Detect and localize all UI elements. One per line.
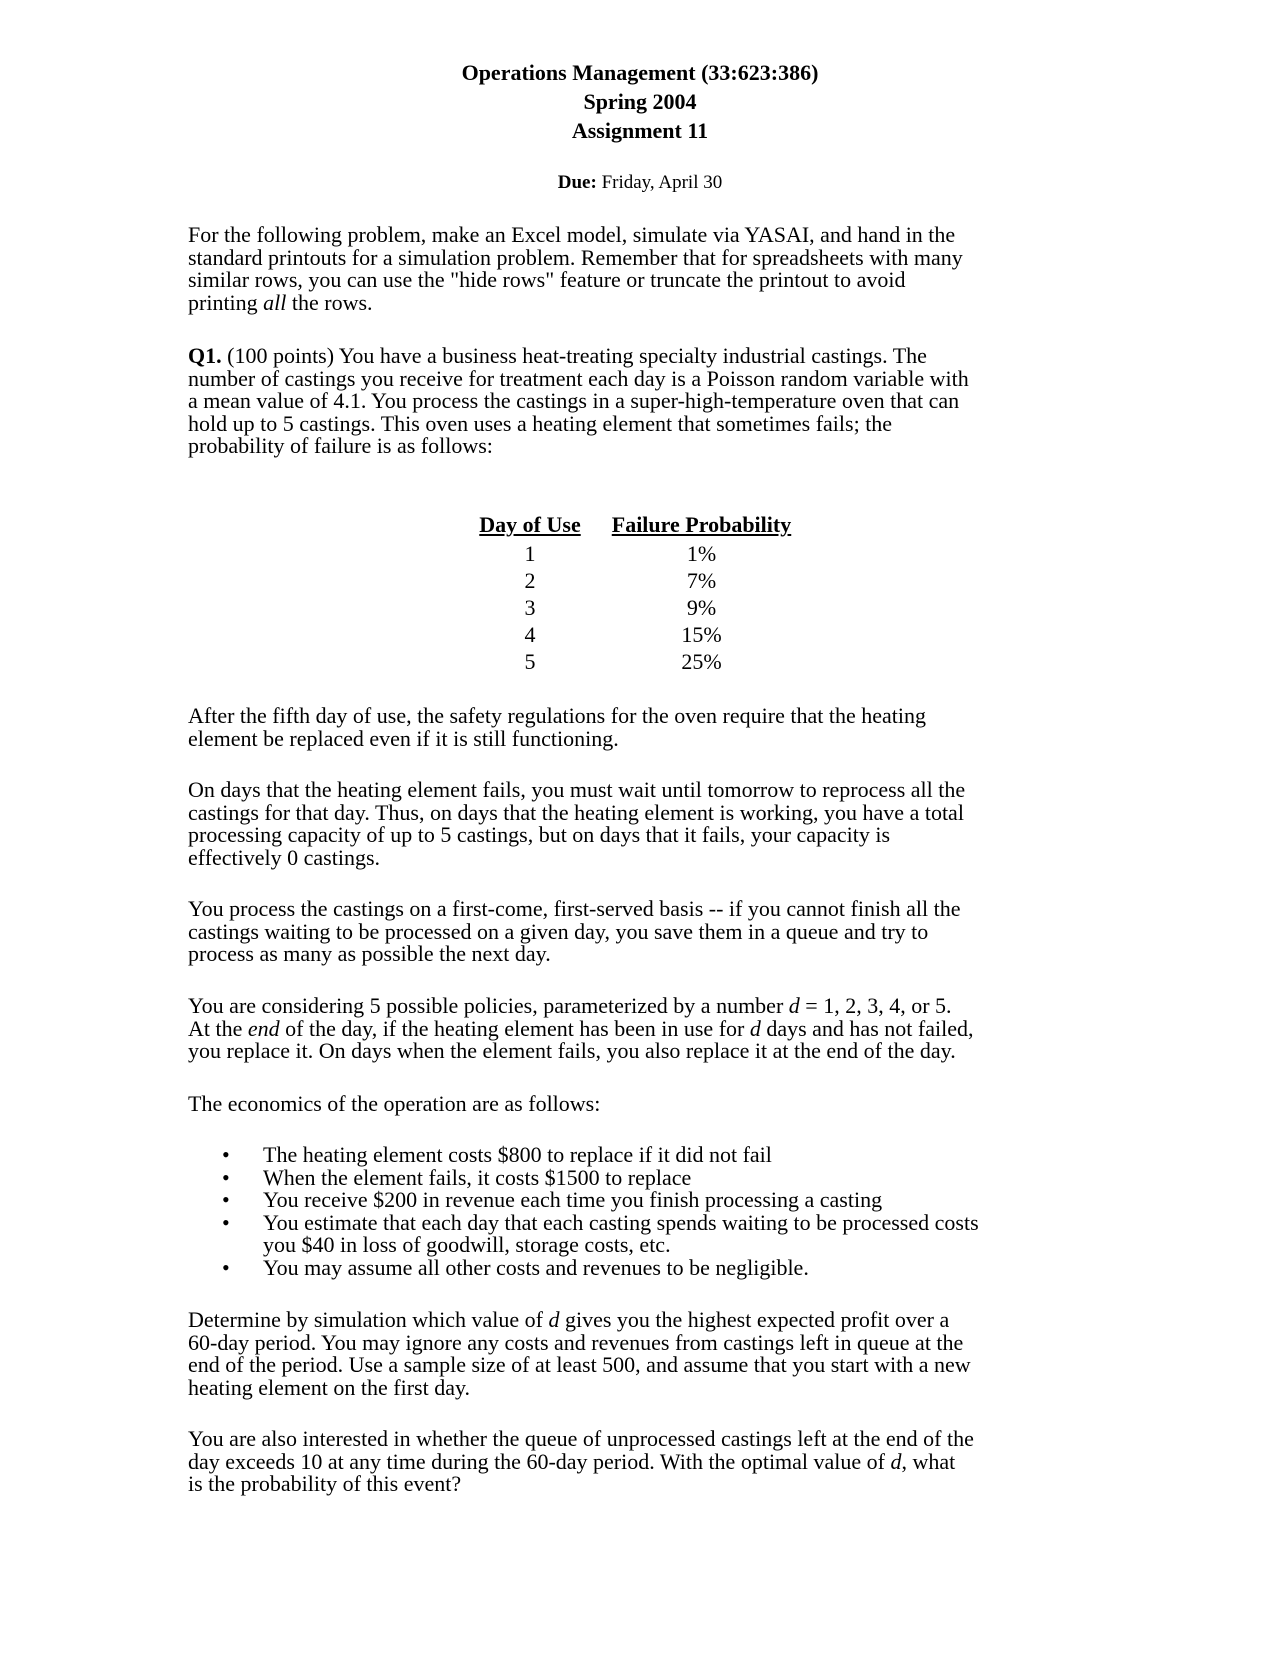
assignment-title: Assignment 11	[571, 118, 709, 143]
bullet-icon: •	[222, 1164, 230, 1190]
intro-paragraph: For the following problem, make an Excel model, simulate via YASAI, and hand in the standard printouts for a simulation problem. Remember that for spreadsheets with many similar rows, you can use the "hide rows" feature or truncate the printout to avoid printing all the rows.	[188, 222, 963, 315]
queue-paragraph: You are also interested in whether the queue of unprocessed castings left at the end of the day exceeds 10 at any time during the 60-day period. With the optimal value of d, what is the probability of this event?	[188, 1426, 974, 1496]
term: Spring 2004	[583, 89, 697, 114]
fcfs-paragraph: You process the castings on a first-come, first-served basis -- if you cannot finish all the castings waiting to be processed on a given day, you save them in a queue and try to process as many as possible the next day.	[188, 896, 961, 966]
list-item: • You receive $200 in revenue each time you finish processing a casting	[222, 1187, 883, 1212]
bullet-icon: •	[222, 1142, 230, 1167]
due-date	[0, 172, 1280, 194]
failure-days-paragraph: On days that the heating element fails, you must wait until tomorrow to reprocess all the castings for that day. Thus, on days that the heating element is working, you have a total processing capacity of up to 5 castings, but on days that it fails, your capacity is effectively 0 castings.	[188, 777, 966, 870]
determine-paragraph: Determine by simulation which value of d gives you the highest expected profit over a 60-day period. You may ignore any costs and revenues from castings left in queue at the end of the period. Use a sample size of at least 500, and assume that you start with a new heating element on the first day.	[188, 1307, 971, 1400]
bullet-icon: •	[222, 1209, 230, 1235]
header-day-of-use: Day of Use	[479, 512, 581, 537]
policies-paragraph: You are considering 5 possible policies, parameterized by a number d = 1, 2, 3, 4, or 5. At the end of the day, if the heating element has been in use for d days and has not failed, you replace it. On days when the element fails, you also replace it at the end of the day.	[188, 993, 974, 1063]
list-item: • You may assume all other costs and revenues to be negligible.	[222, 1254, 809, 1280]
header-failure-probability: Failure Probability	[611, 512, 792, 537]
list-item: • The heating element costs $800 to replace if it did not fail	[222, 1142, 772, 1167]
bullet-icon: •	[222, 1254, 230, 1280]
document-header	[0, 58, 1280, 145]
course-title: Operations Management (33:623:386)	[461, 60, 819, 85]
bullet-icon: •	[222, 1187, 230, 1212]
economics-intro: The economics of the operation are as follows:	[188, 1091, 601, 1116]
after-fifth-day-paragraph: After the fifth day of use, the safety regulations for the oven require that the heating element be replaced even if it is still functioning.	[188, 703, 926, 751]
q1-label: Q1.	[188, 343, 222, 368]
economics-bullet-list	[222, 1144, 979, 1279]
q1-paragraph: Q1. (100 points) You have a business heat-treating specialty industrial castings. The number of castings you receive for treatment each day is a Poisson random variable with a mean value of 4.1. You process the castings in a super-high-temperature oven that can hold up to 5 castings. This oven uses a heating element that sometimes fails; the probability of failure is as follows:	[188, 343, 969, 458]
list-item: • When the element fails, it costs $1500 to replace	[222, 1164, 692, 1190]
due-value: Friday, April 30	[601, 172, 723, 193]
due-label: Due:	[557, 172, 597, 193]
list-item: • You estimate that each day that each casting spends waiting to be processed costs you $40 in loss of goodwill, storage costs, etc.	[222, 1209, 979, 1257]
document-page: Operations Management (33:623:386) Spring 2004 Assignment 11 Due: Friday, April 30 For the following problem, make an Excel model, simulate via YASAI, and hand in the standard printouts for a simulation problem. Remember that for spreadsheets with many similar rows, you can use the "hide rows" feature or truncate the printout to avoid printing all the rows. Q1. (100 points) You have a business heat-treating specialty industrial castings. The number of castings you receive for treatment each day is a Poisson random variable with a mean value of 4.1. You process the castings in a super-high-temperature oven that can hold up to 5 castings. This oven uses a heating element that sometimes fails; the probability of failure is as follows: Day of Use Failure Probability 1 1% 2 7% 3 9% 4 15% 5 25% After the fifth day of use, the safety regulations for the oven require that the heating element be replaced even if it is still functioning. On days that the heating element fails, you must wait until tomorrow to reprocess all the castings for that day. Thus, on days that the heating element is working, you have a total processing capacity of up to 5 castings, but on days that it fails, your capacity is effectively 0 castings. You process the castings on a first-come, first-served basis -- if you cannot finish all the castings waiting to be processed on a given day, you save them in a queue and try to process as many as possible the next day. You are considering 5 possible policies, parameterized by a number d = 1, 2, 3, 4, or 5. At the end of the day, if the heating element has been in use for d days and has not failed, you replace it. On days when the element fails, you also replace it at the end of the day. The economics of the operation are as follows: • The heating element costs $800 to replace if it did not fail • When the element fails, it costs $1500 to replace • You receive $200 in revenue each time you finish processing a casting • You estimate that each day that each casting spends waiting to be processed costs you $40 in loss of goodwill, storage costs, etc. • You may assume all other costs and revenues to be negligible. Determine by simulation which value of d gives you the highest expected profit over a 60-day period. You may ignore any costs and revenues from castings left in queue at the end of the period. Use a sample size of at least 500, and assume that you start with a new heating element on the first day. You are also interested in whether the queue of unprocessed castings left at the end of the day exceeds 10 at any time during the 60-day period. With the optimal value of d, what is the probability of this event?	[0, 0, 1280, 1656]
